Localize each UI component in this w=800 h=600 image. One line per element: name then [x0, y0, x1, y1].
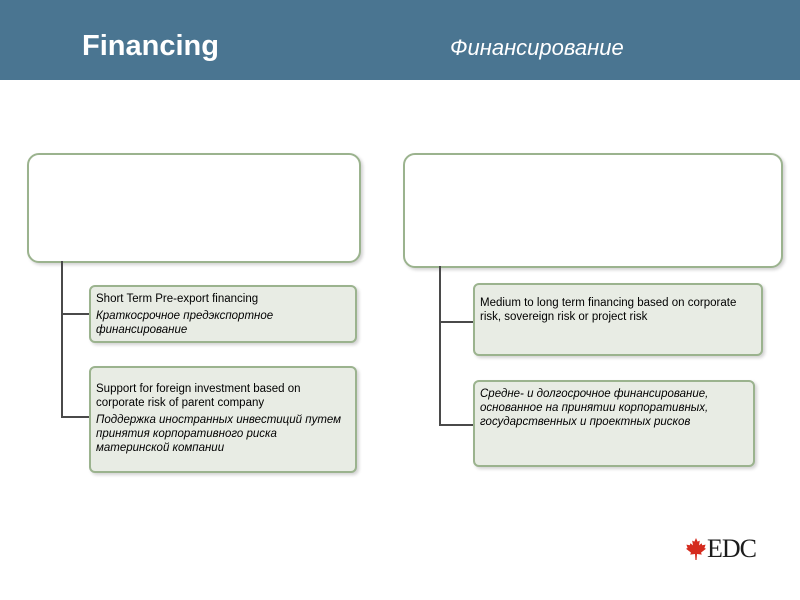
right-child-1-en: Medium to long term financing based on corporate risk, sovereign risk or project risk [480, 297, 737, 323]
page-title-ru: Финансирование [450, 35, 624, 60]
right-connector-branch-1 [439, 321, 474, 323]
left-root-box [27, 153, 361, 263]
header-bar [0, 0, 800, 80]
left-child-1-ru: Краткосрочное предэкспортное финансирование [96, 310, 274, 336]
right-child-box-1 [473, 283, 763, 356]
right-root-box [403, 153, 783, 268]
left-connector-vertical [61, 261, 63, 418]
right-child-2-ru: Средне- и долгосрочное финансирование, основанное на принятии корпоративных, государственных и проектных рисков [480, 388, 709, 428]
left-child-2-ru: Поддержка иностранных инвестиций путем принятия корпоративного риска материнской компании [96, 414, 342, 454]
left-connector-branch-2 [61, 416, 90, 418]
left-child-box-1 [89, 285, 357, 343]
left-child-2-en: Support for foreign investment based on corporate risk of parent company [96, 383, 301, 409]
left-connector-branch-1 [61, 313, 90, 315]
right-connector-branch-2 [439, 424, 474, 426]
page-title-en: Financing [82, 30, 219, 62]
right-child-box-2 [473, 380, 755, 467]
right-connector-vertical [439, 266, 441, 426]
left-child-1-en: Short Term Pre-export financing [96, 293, 259, 305]
edc-logo-text: EDC [707, 534, 756, 563]
edc-logo [686, 534, 756, 564]
left-child-box-2 [89, 366, 357, 473]
maple-leaf-icon [686, 538, 706, 560]
